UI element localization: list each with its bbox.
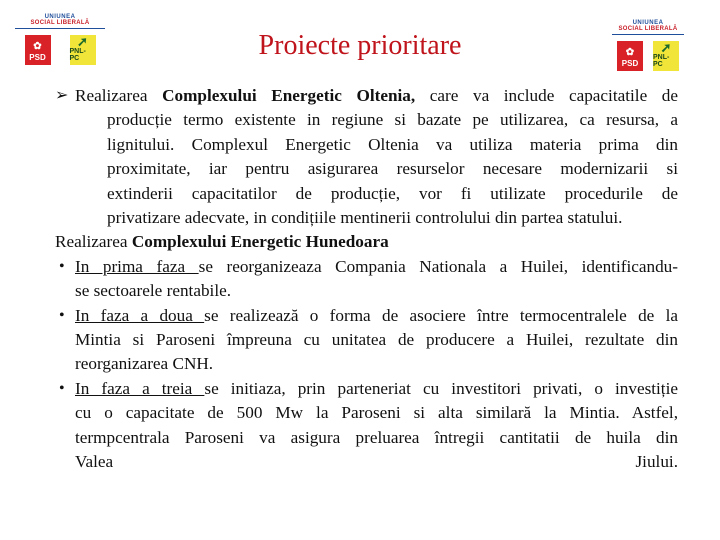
text-line — [75, 377, 678, 401]
text-line — [75, 450, 678, 474]
text: privatizare adecvate, in condițiile mentinerii controlului din partea statului. — [107, 208, 623, 227]
rose-icon: ✿ — [33, 41, 42, 52]
text: Valea Jiului. — [75, 452, 678, 471]
text: care va include capacitatile de — [415, 86, 679, 105]
arrow-icon: ➚ — [660, 40, 672, 55]
pnl-label: PNL-PC — [69, 48, 86, 62]
bullet-bullet-icon: • — [59, 306, 65, 324]
text: Realizarea — [55, 232, 132, 252]
slide-title: Proiecte prioritare — [258, 30, 462, 61]
text: se initiaza, prin parteneriat cu investitori privati, o investiție — [204, 378, 678, 398]
arrow-bullet-icon: ➢ — [55, 87, 69, 104]
bold-text: Complexului Energetic Oltenia, — [162, 86, 416, 105]
logo-text: SOCIAL LIBERALĂ — [15, 20, 105, 29]
underlined-text: In prima faza — [75, 256, 199, 276]
bullet-bullet-icon: • — [59, 257, 65, 275]
psd-label: PSD — [29, 53, 46, 62]
rose-icon: ✿ — [625, 47, 635, 58]
bullet-bullet-icon: • — [59, 379, 65, 397]
text-line — [55, 230, 389, 254]
text-line — [75, 304, 678, 328]
underlined-text: In faza a doua — [75, 305, 205, 325]
text: se realizează o forma de asociere între termocentralele de la — [204, 305, 678, 325]
arrow-icon: ➚ — [77, 34, 88, 49]
text-line — [75, 279, 231, 303]
bold-text: Complexului Energetic Hunedoara — [131, 232, 389, 252]
text-line — [75, 352, 213, 376]
text: proximitate, iar pentru asigurarea resurselor necesare modernizarii si — [107, 159, 678, 179]
text-line — [107, 133, 678, 157]
text: extinderii capacitatilor de producție, vor fi utilizate procedurile de — [107, 183, 678, 203]
text: Realizarea — [75, 86, 163, 105]
logo-text: SOCIAL LIBERALĂ — [612, 26, 684, 35]
text: termpcentrala Paroseni va asigura preluarea întregii cantitatii de huila din — [75, 427, 678, 447]
text-line — [75, 84, 678, 108]
text-line — [107, 157, 678, 181]
psd-label: PSD — [621, 59, 639, 68]
text-line — [75, 255, 678, 279]
text-line — [107, 206, 622, 230]
text-line — [75, 401, 678, 425]
pnl-label: PNL-PC — [653, 54, 670, 68]
underlined-text: In faza a treia — [75, 378, 205, 398]
text: lignitului. Complexul Energetic Oltenia va utiliza materia prima din — [107, 134, 678, 154]
text-line — [75, 328, 678, 352]
text: se sectoarele rentabile. — [75, 281, 232, 301]
logo-text: UNIUNEA — [632, 20, 664, 26]
text-line — [107, 108, 678, 132]
text-line — [107, 182, 678, 206]
text-line — [75, 426, 678, 450]
text: producție termo existente in regiune si bazate pe utilizarea, ca resursa, a — [107, 110, 678, 130]
text: cu o capacitate de 500 Mw la Paroseni si alta similară la Mintia. Astfel, — [75, 403, 678, 423]
text: se reorganizeaza Compania Nationala a Huilei, identificandu- — [198, 256, 678, 276]
logo-text: UNIUNEA — [44, 14, 76, 20]
text: reorganizarea CNH. — [75, 354, 214, 374]
text: Mintia si Paroseni împreuna cu unitatea de producere a Huilei, rezultate din — [75, 330, 678, 349]
